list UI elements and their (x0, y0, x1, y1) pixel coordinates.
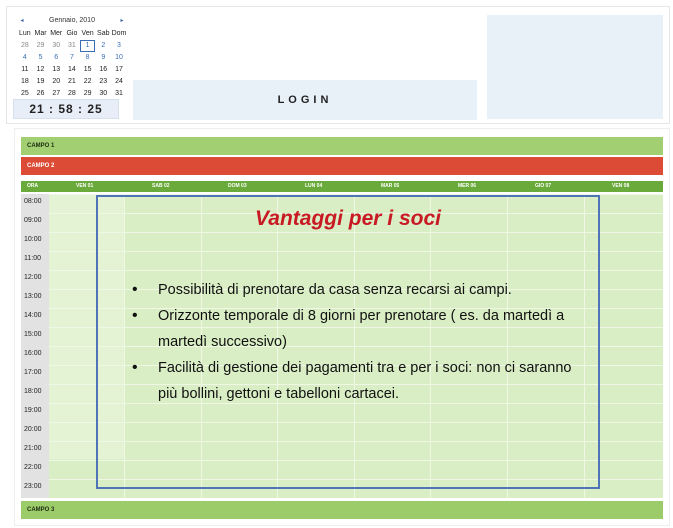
calendar-day[interactable]: 21 (68, 78, 76, 85)
calendar-day[interactable]: 11 (21, 66, 29, 73)
calendar-weekday: Sab (97, 30, 110, 37)
calendar-day[interactable]: 3 (117, 42, 121, 49)
calendar-header (17, 15, 127, 25)
clock-display: 21 : 58 : 25 (13, 99, 119, 119)
court-1-bar[interactable]: CAMPO 1 (21, 137, 663, 155)
chevron-left-icon[interactable]: ◂ (20, 17, 24, 24)
top-panel (6, 6, 670, 124)
chevron-right-icon[interactable]: ▸ (120, 17, 124, 24)
calendar-day[interactable]: 29 (83, 90, 92, 97)
schedule-header (21, 181, 663, 192)
day-column-header: VEN 01 (76, 183, 94, 189)
calendar-day[interactable]: 31 (68, 42, 76, 49)
hour-label: 13:00 (24, 293, 42, 300)
calendar-day[interactable]: 17 (115, 66, 123, 73)
hour-label: 20:00 (24, 426, 42, 433)
calendar-weekday: Ven (81, 30, 94, 37)
calendar-day[interactable]: 25 (20, 90, 29, 97)
calendar-day[interactable]: 5 (38, 54, 43, 61)
calendar-day[interactable]: 24 (115, 78, 123, 85)
hour-label: 16:00 (24, 350, 42, 357)
day-column-header: MAR 05 (381, 183, 400, 189)
hour-column-header: ORA (27, 183, 39, 189)
hour-label: 23:00 (24, 483, 42, 490)
hour-label: 21:00 (24, 445, 42, 452)
day-column-header: LUN 04 (305, 183, 323, 189)
calendar-day[interactable]: 18 (20, 78, 29, 85)
calendar-day[interactable]: 10 (115, 54, 123, 61)
calendar-day[interactable]: 30 (99, 90, 108, 97)
calendar-day[interactable]: 28 (20, 42, 29, 49)
benefits-box (96, 195, 600, 489)
calendar-day[interactable]: 12 (36, 66, 45, 73)
calendar-day[interactable]: 26 (36, 90, 45, 97)
calendar-day[interactable]: 30 (52, 42, 61, 49)
hour-label: 22:00 (24, 464, 42, 471)
calendar-day[interactable]: 19 (36, 78, 45, 85)
calendar-day[interactable]: 4 (22, 54, 27, 61)
benefit-item: • Orizzonte temporale di 8 giorni per prenotare ( es. da martedì a martedì successivo) (132, 303, 580, 355)
calendar-day[interactable]: 8 (85, 54, 90, 61)
benefits-list (132, 277, 580, 407)
court-2-bar[interactable]: CAMPO 2 (21, 157, 663, 175)
hour-label: 10:00 (24, 236, 42, 243)
day-column-header: SAB 02 (152, 183, 170, 189)
day-column-header: DOM 03 (228, 183, 247, 189)
calendar-weekday: Gio (66, 30, 78, 37)
benefits-title: Vantaggi per i soci (255, 207, 441, 230)
benefit-item: • Possibilità di prenotare da casa senza recarsi ai campi. (132, 277, 580, 303)
benefit-item: • Facilità di gestione dei pagamenti tra e per i soci: non ci saranno più bollini, gettoni e tabelloni cartacei. (132, 355, 580, 407)
calendar-day[interactable]: 29 (36, 42, 45, 49)
calendar-day[interactable]: 28 (68, 90, 76, 97)
calendar-day[interactable]: 7 (69, 54, 74, 61)
calendar-grid (17, 28, 127, 100)
calendar-day[interactable]: 23 (99, 78, 108, 85)
hours-column (21, 194, 49, 498)
hour-label: 14:00 (24, 312, 42, 319)
hour-label: 08:00 (24, 198, 42, 205)
court-3-bar[interactable]: CAMPO 3 (21, 501, 663, 519)
calendar-day[interactable]: 9 (101, 54, 106, 61)
calendar-day[interactable]: 31 (115, 90, 123, 97)
calendar-weekday: Mar (34, 30, 47, 37)
side-panel (487, 15, 663, 119)
calendar-day[interactable]: 6 (54, 54, 59, 61)
hour-label: 11:00 (24, 255, 41, 262)
calendar-day[interactable]: 20 (52, 78, 61, 85)
day-column-header: GIO 07 (535, 183, 552, 189)
calendar-day[interactable]: 13 (52, 66, 61, 73)
hour-label: 19:00 (24, 407, 42, 414)
calendar-day[interactable]: 27 (52, 90, 61, 97)
hour-label: 17:00 (24, 369, 42, 376)
day-column-header: VEN 08 (612, 183, 630, 189)
calendar-day[interactable]: 16 (99, 66, 108, 73)
hour-label: 18:00 (24, 388, 42, 395)
calendar-month-label: Gennaio, 2010 (49, 16, 95, 24)
calendar-weekday: Mer (50, 30, 63, 37)
mini-calendar (17, 15, 127, 100)
hour-label: 12:00 (24, 274, 42, 281)
login-button[interactable]: LOGIN (133, 80, 477, 120)
hour-label: 15:00 (24, 331, 42, 338)
calendar-day[interactable]: 14 (68, 66, 76, 73)
hour-label: 09:00 (24, 217, 42, 224)
calendar-weekday: Lun (19, 30, 31, 37)
calendar-day[interactable]: 2 (101, 42, 106, 49)
calendar-weekday: Dom (111, 30, 127, 37)
calendar-day[interactable]: 22 (83, 78, 92, 85)
calendar-day[interactable]: 1 (80, 40, 96, 52)
day-column-header: MER 06 (458, 183, 477, 189)
calendar-day[interactable]: 15 (83, 66, 92, 73)
